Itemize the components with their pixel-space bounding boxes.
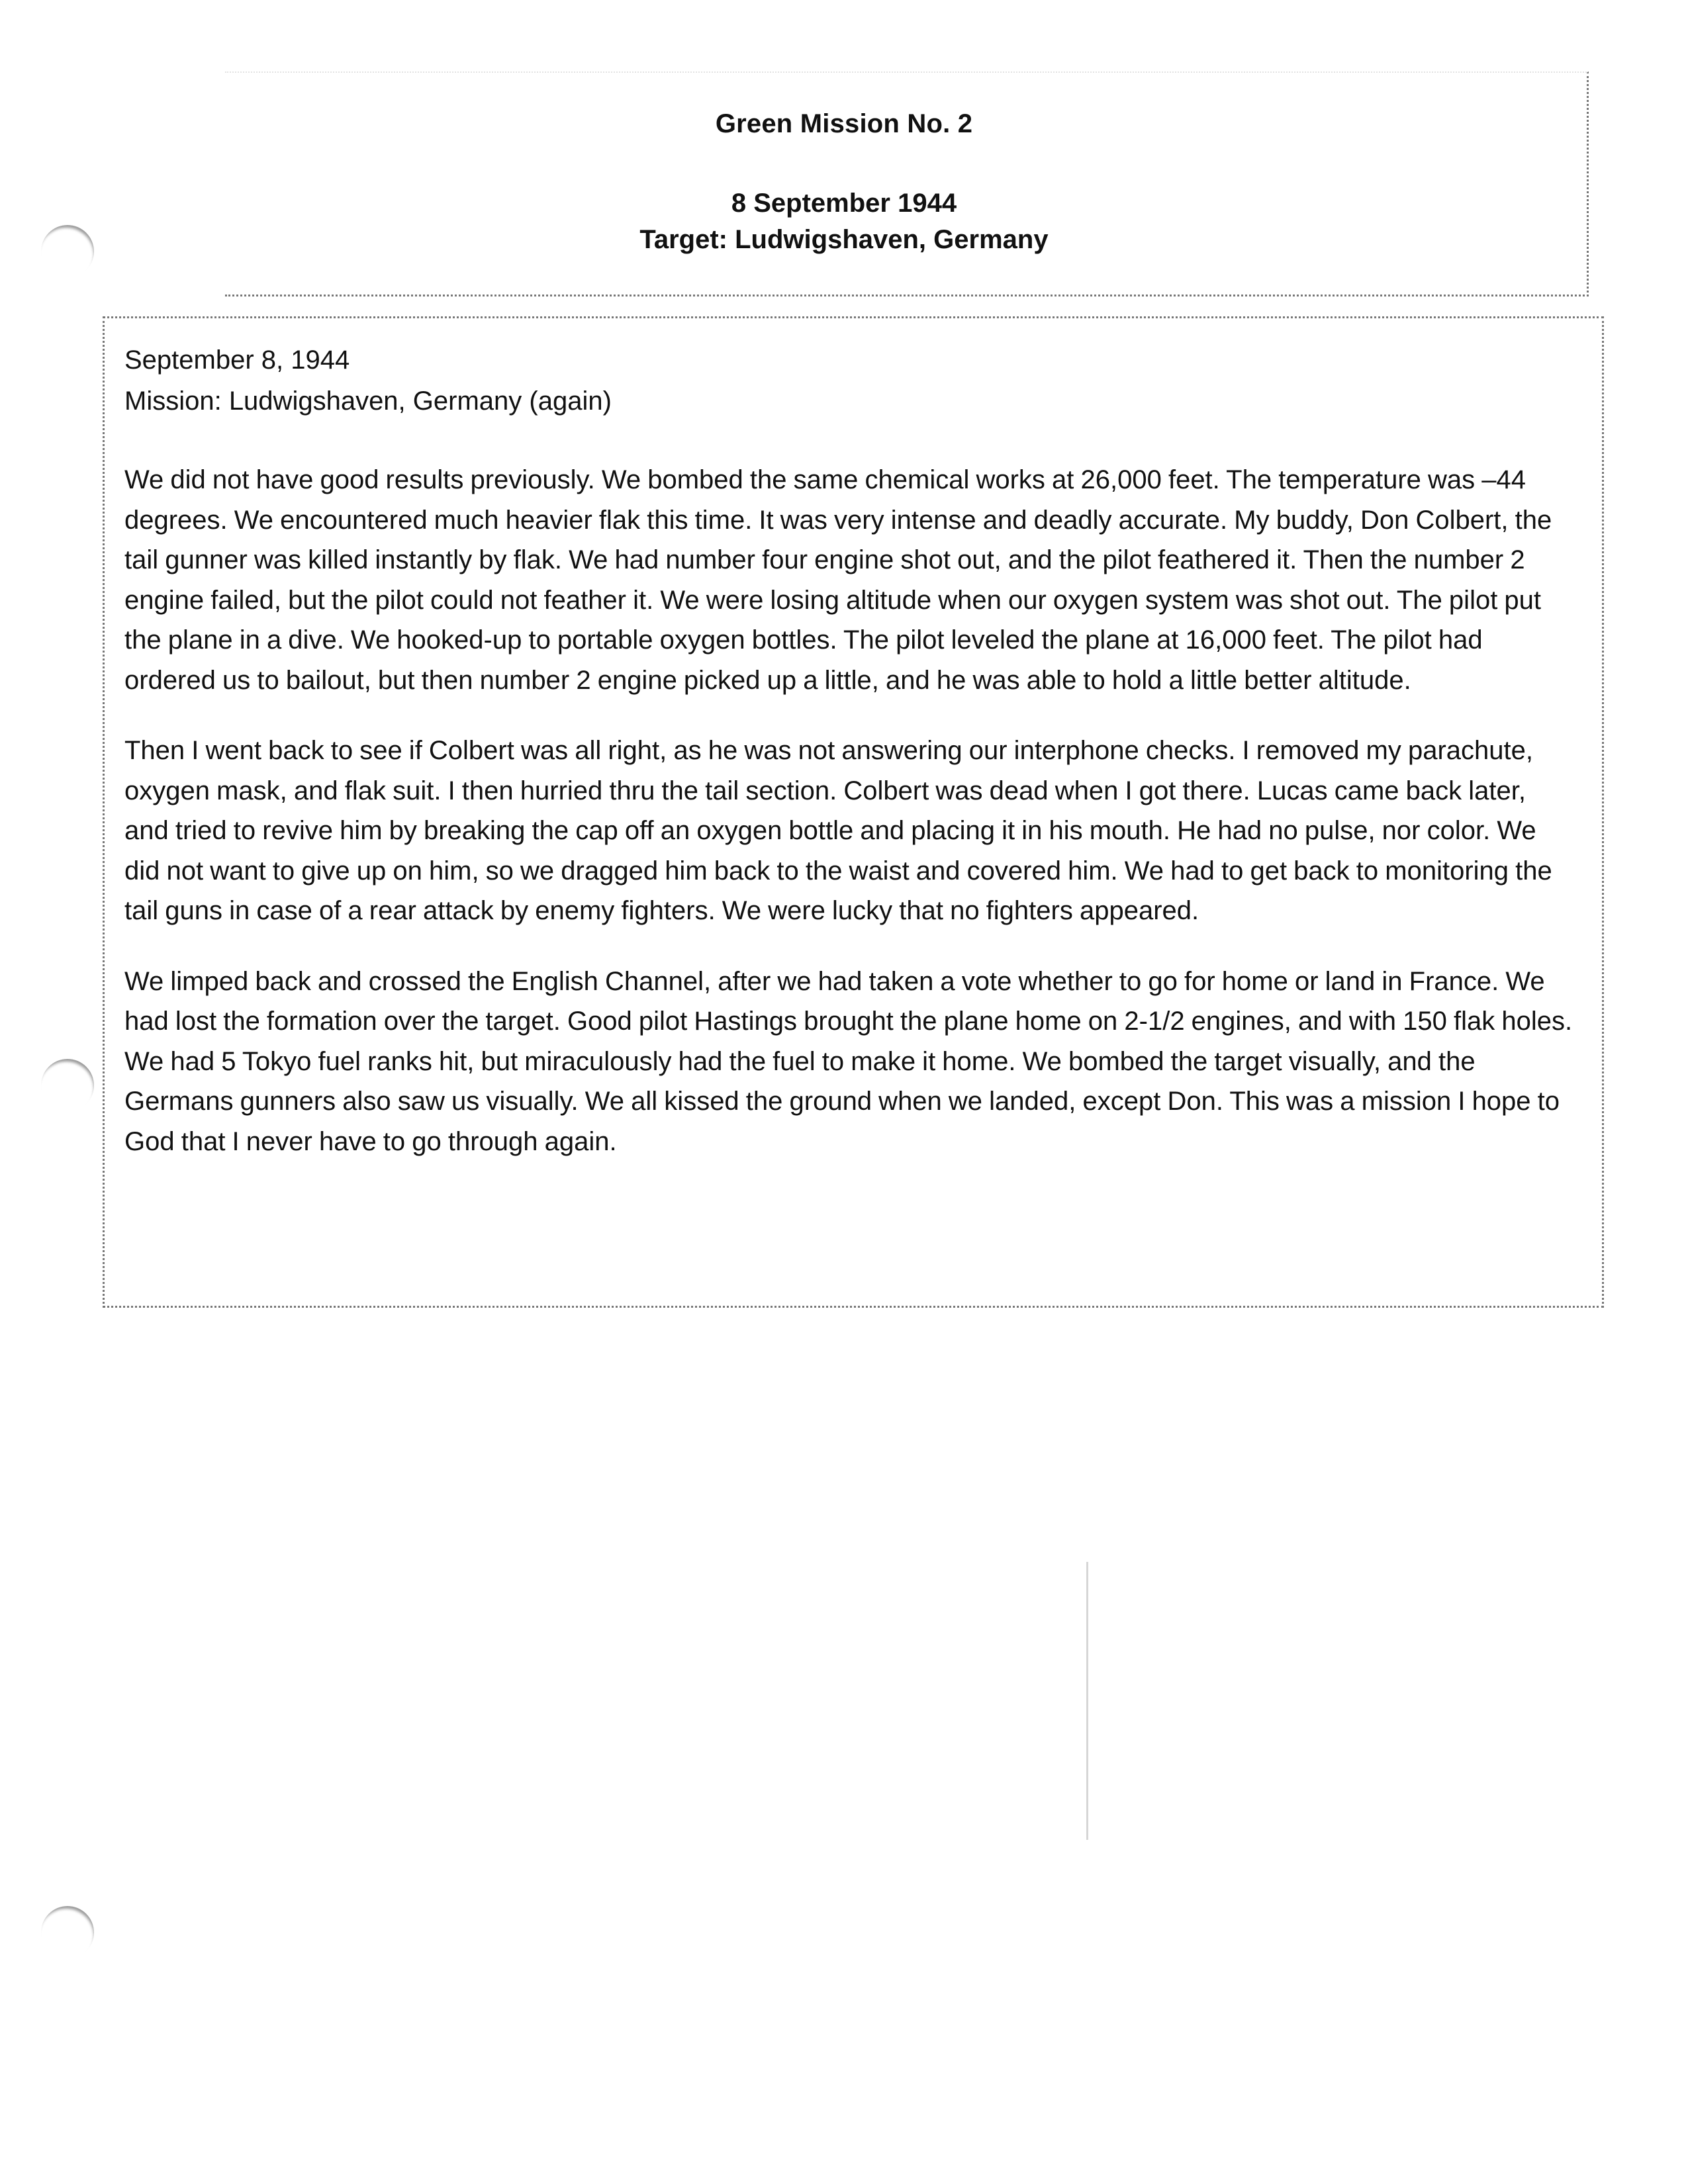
entry-paragraph-1: We did not have good results previously. We bombed the same chemical works at 26,000 feet. The temperature was –44 degrees. We encountered much heavier flak this time. It was very intense and deadly accurate. My buddy, Don Colbert, the tail gunner was killed instantly by flak. We had number four engine shot out, and the pilot feathered it. Then the number 2 engine failed, but the pilot could not feather it. We were losing altitude when our oxygen system was shot out. The pilot put the plane in a dive. We hooked-up to portable oxygen bottles. The pilot leveled the plane at 16,000 feet. The pilot had ordered us to bailout, but then number 2 engine picked up a little, and he was able to hold a little better altitude. <box>124 465 1552 695</box>
entry-paragraph-2: Then I went back to see if Colbert was all right, as he was not answering our interphone checks. I removed my parachute, oxygen mask, and flak suit. I then hurried thru the tail section. Colbert was dead when I got there. Lucas came back later, and tried to revive him by breaking the cap off an oxygen bottle and placing it in his mouth. He had no pulse, nor color. We did not want to give up on him, so we dragged him back to the waist and covered him. We had to get back to monitoring the tail guns in case of a rear attack by enemy fighters. We were lucky that no fighters appeared. <box>124 736 1552 925</box>
mission-date-heading: 8 September 1944 <box>731 189 957 218</box>
binder-hole-middle <box>41 1059 94 1112</box>
entry-paragraph-3: We limped back and crossed the English Channel, after we had taken a vote whether to go for home or land in France. We had lost the formation over the target. Good pilot Hastings brought the plane home on 2-1/2 engines, and with 150 flak holes. We had 5 Tokyo fuel ranks hit, but miraculously had the fuel to make it home. We bombed the target visually, and the Germans gunners also saw us visually. We all kissed the ground when we landed, except Don. This was a mission I hope to God that I never have to go through again. <box>124 966 1573 1156</box>
entry-mission: Mission: Ludwigshaven, Germany (again) <box>124 387 612 416</box>
journal-entry-box <box>103 316 1604 1308</box>
header-box <box>225 71 1589 296</box>
mission-target-heading: Target: Ludwigshaven, Germany <box>639 225 1049 254</box>
scan-artifact-line <box>1086 1562 1088 1840</box>
document-title: Green Mission No. 2 <box>715 109 973 138</box>
entry-date: September 8, 1944 <box>124 345 350 375</box>
binder-hole-bottom <box>41 1906 94 1959</box>
